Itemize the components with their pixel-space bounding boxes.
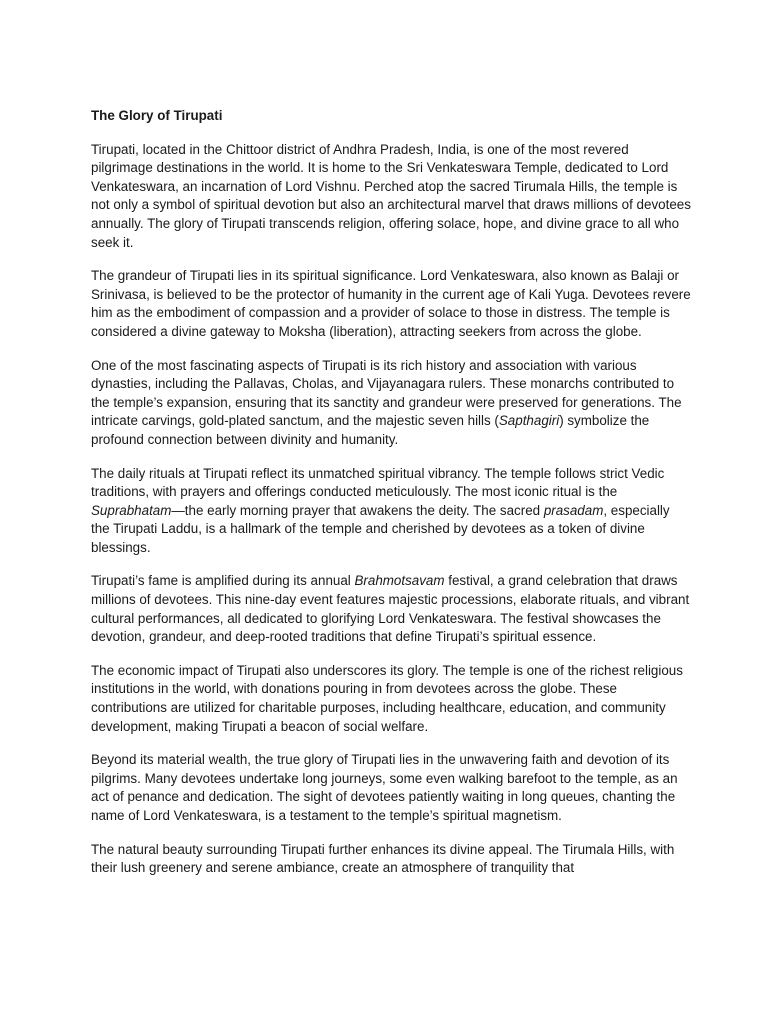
- paragraph-3-italic-sapthagiri: Sapthagiri: [498, 413, 560, 429]
- paragraph-4: [91, 465, 691, 558]
- document-body: [91, 107, 691, 893]
- paragraph-3: [91, 357, 691, 450]
- paragraph-4-italic-suprabhatam: Suprabhatam: [91, 502, 172, 518]
- paragraph-4-italic-prasadam: prasadam: [543, 502, 604, 518]
- document-title: The Glory of Tirupati: [91, 108, 223, 123]
- paragraph-3-text-a: One of the most fascinating aspects of Tirupati is its rich history and association with various dynasties, including the Pallavas, Cholas, and Vijayanagara rulers. These monarchs contributed to the temple’s expansion, ensuring that its sanctity and grandeur were preserved for generations. The intricate carvings, gold-plated sanctum, and the majestic seven hills (: [91, 357, 682, 429]
- paragraph-7: Beyond its material wealth, the true glory of Tirupati lies in the unwavering faith and devotion of its pilgrims. Many devotees undertake long journeys, some even walking barefoot to the temple, as an act of penance and dedication. The sight of devotees patiently waiting in long queues, chanting the name of Lord Venkateswara, is a testament to the temple’s spiritual magnetism.: [91, 752, 678, 823]
- paragraph-5-text-a: Tirupati’s fame is amplified during its annual: [91, 573, 355, 589]
- paragraph-3-text-b: ) symbolize the profound connection between divinity and humanity.: [91, 413, 650, 447]
- paragraph-5-text-b: festival, a grand celebration that draws millions of devotees. This nine-day event features majestic processions, elaborate rituals, and vibrant cultural performances, all dedicated to glorifying Lord Venkateswara. The festival showcases the devotion, grandeur, and deep-rooted traditions that define Tirupati’s spiritual essence.: [91, 573, 690, 645]
- paragraph-1: Tirupati, located in the Chittoor district of Andhra Pradesh, India, is one of the most revered pilgrimage destinations in the world. It is home to the Sri Venkateswara Temple, dedicated to Lord Venkateswara, an incarnation of Lord Vishnu. Perched atop the sacred Tirumala Hills, the temple is not only a symbol of spiritual devotion but also an architectural marvel that draws millions of devotees annually. The glory of Tirupati transcends religion, offering solace, hope, and divine grace to all who seek it.: [91, 141, 691, 250]
- paragraph-4-text-c: , especially the Tirupati Laddu, is a hallmark of the temple and cherished by devotees as a token of divine blessings.: [91, 502, 670, 555]
- paragraph-8: The natural beauty surrounding Tirupati further enhances its divine appeal. The Tirumala Hills, with their lush greenery and serene ambiance, create an atmosphere of tranquility that: [91, 841, 675, 876]
- paragraph-4-text-a: The daily rituals at Tirupati reflect its unmatched spiritual vibrancy. The temple follows strict Vedic traditions, with prayers and offerings conducted meticulously. The most iconic ritual is the: [91, 465, 665, 500]
- paragraph-6: The economic impact of Tirupati also underscores its glory. The temple is one of the richest religious institutions in the world, with donations pouring in from devotees across the globe. These contributions are utilized for charitable purposes, including healthcare, education, and community development, making Tirupati a beacon of social welfare.: [91, 662, 683, 734]
- paragraph-5: [91, 572, 691, 646]
- paragraph-5-italic-brahmotsavam: Brahmotsavam: [354, 573, 445, 589]
- paragraph-4-text-b: —the early morning prayer that awakens the deity. The sacred: [171, 502, 544, 518]
- paragraph-2: The grandeur of Tirupati lies in its spiritual significance. Lord Venkateswara, also known as Balaji or Srinivasa, is believed to be the protector of humanity in the current age of Kali Yuga. Devotees revere him as the embodiment of compassion and a provider of solace to those in distress. The temple is considered a divine gateway to Moksha (liberation), attracting seekers from across the globe.: [91, 268, 691, 339]
